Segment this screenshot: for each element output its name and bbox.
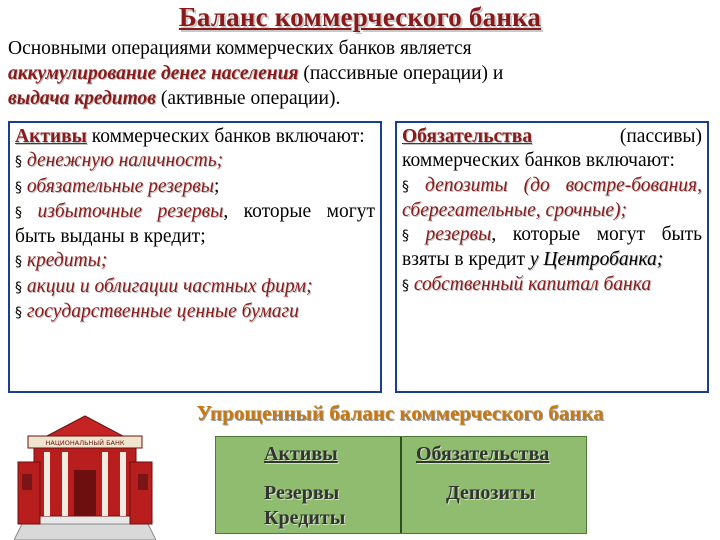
liabilities-item: § депозиты (до востре-бования, сберегательные, срочные); <box>402 174 702 221</box>
assets-item: § кредиты; <box>15 250 108 272</box>
page-title: Баланс коммерческого банка <box>178 2 542 32</box>
assets-item: § акции и облигации частных фирм; <box>15 275 313 297</box>
liabilities-item: § резервы, которые могут быть взяты в кредит у Центробанка; <box>402 224 703 271</box>
intro-paragraph <box>8 36 690 111</box>
assets-item: § денежную наличность; <box>15 150 224 172</box>
simplified-balance-title: Упрощенный баланс коммерческого банка <box>196 401 604 425</box>
assets-box <box>8 121 382 393</box>
intro-text-3: (активные операции). <box>155 88 341 109</box>
table-divider <box>400 437 402 533</box>
table-cell-credits: Кредиты <box>264 507 346 529</box>
assets-item: § обязательные резервы; <box>15 175 220 197</box>
intro-text-1: Основными операциями коммерческих банков является <box>8 38 472 59</box>
intro-highlight-2: выдача кредитов <box>8 88 156 109</box>
bank-sign: НАЦИОНАЛЬНЫЙ БАНК <box>45 439 125 447</box>
table-cell-reserves: Резервы <box>264 482 340 504</box>
table-cell-assets <box>264 481 345 531</box>
table-header-liabilities: Обязательства <box>416 443 550 465</box>
liabilities-item: § собственный капитал банка <box>402 273 652 295</box>
liabilities-heading: Обязательства (пассивы) коммерческих банков включают: <box>402 126 702 172</box>
assets-item: § государственные ценные бумаги <box>15 301 299 323</box>
table-cell-deposits: Депозиты <box>446 482 536 504</box>
table-header-assets: Активы <box>264 443 338 465</box>
bank-building-icon <box>14 412 156 540</box>
intro-text-2: (пассивные операции) и <box>298 63 504 84</box>
liabilities-box <box>395 121 709 393</box>
assets-item: § избыточные резервы, которые могут быть выданы в кредит; <box>15 200 376 248</box>
assets-heading: Активы коммерческих банков включают: <box>15 126 365 147</box>
intro-highlight-1: аккумулирование денег населения <box>8 63 299 84</box>
simplified-balance-table <box>215 436 587 534</box>
